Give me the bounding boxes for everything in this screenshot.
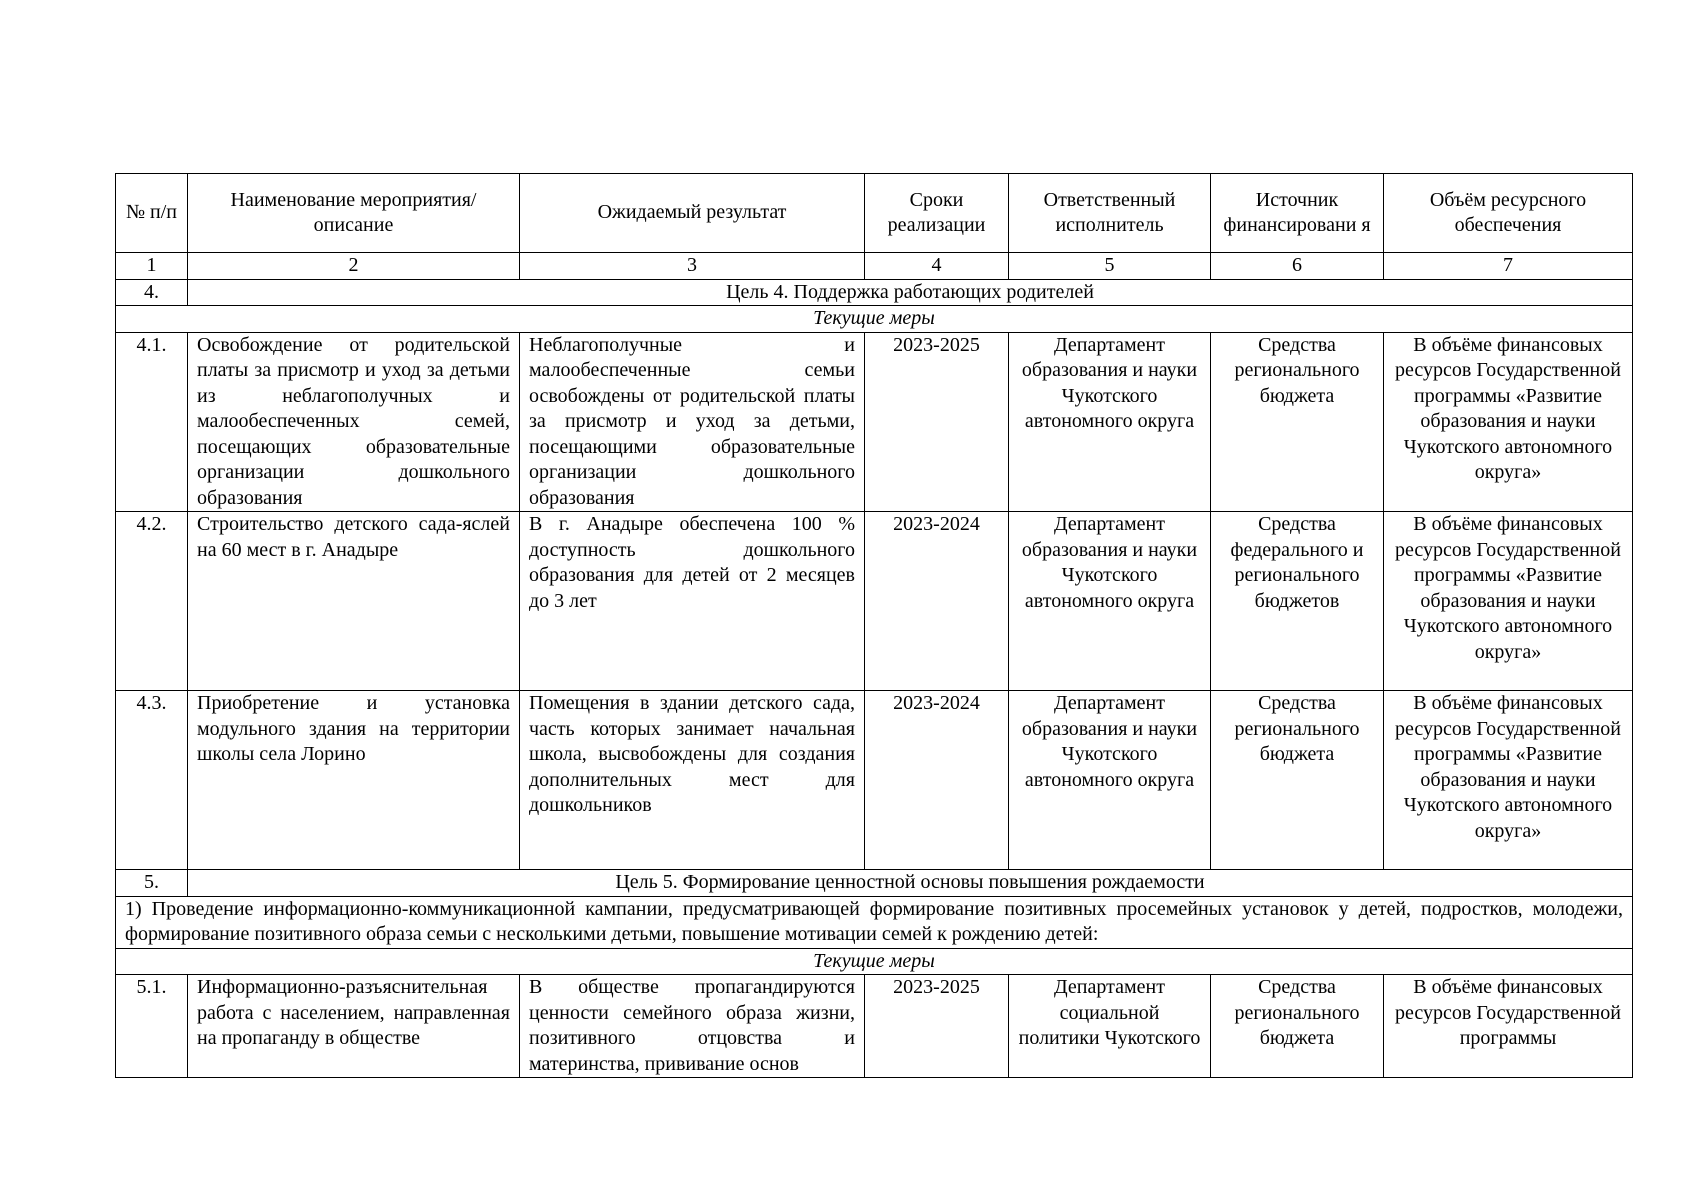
goal-number: 4. [116, 279, 188, 306]
row-executor: Департамент социальной политики Чукотского [1009, 975, 1211, 1078]
row-period: 2023-2024 [865, 691, 1009, 870]
header-num: № п/п [116, 174, 188, 253]
column-number: 5 [1009, 253, 1211, 280]
row-name: Освобождение от родительской платы за присмотр и уход за детьми из неблагополучных и малообеспеченных семей, посещающих образовательные организации дошкольного образования [188, 332, 520, 512]
row-volume: В объёме финансовых ресурсов Государственной программы «Развитие образования и науки Чукотского автономного округа» [1384, 691, 1633, 870]
goal-row [116, 870, 1633, 897]
column-number: 7 [1384, 253, 1633, 280]
goal-title: Цель 4. Поддержка работающих родителей [188, 279, 1633, 306]
row-number: 5.1. [116, 975, 188, 1078]
row-name: Информационно-разъяснительная работа с населением, направленная на пропаганду в обществе [188, 975, 520, 1078]
table-row [116, 332, 1633, 512]
row-executor: Департамент образования и науки Чукотского автономного округа [1009, 691, 1211, 870]
header-source: Источник финансировани я [1211, 174, 1384, 253]
measures-row [116, 306, 1633, 333]
table-row [116, 975, 1633, 1078]
note-row [116, 896, 1633, 948]
header-row [116, 174, 1633, 253]
column-number: 3 [520, 253, 865, 280]
column-numbers-row [116, 253, 1633, 280]
row-period: 2023-2025 [865, 975, 1009, 1078]
row-number: 4.1. [116, 332, 188, 512]
row-volume: В объёме финансовых ресурсов Государственной программы [1384, 975, 1633, 1078]
row-period: 2023-2025 [865, 332, 1009, 512]
row-number: 4.3. [116, 691, 188, 870]
row-source: Средства федерального и регионального бюджетов [1211, 512, 1384, 691]
column-number: 1 [116, 253, 188, 280]
measures-row [116, 948, 1633, 975]
row-source: Средства регионального бюджета [1211, 975, 1384, 1078]
row-source: Средства регионального бюджета [1211, 332, 1384, 512]
measures-table [115, 173, 1633, 1078]
row-name: Строительство детского сада-яслей на 60 мест в г. Анадыре [188, 512, 520, 691]
row-result: В г. Анадыре обеспечена 100 % доступность дошкольного образования для детей от 2 месяцев до 3 лет [520, 512, 865, 691]
goal-row [116, 279, 1633, 306]
header-volume: Объём ресурсного обеспечения [1384, 174, 1633, 253]
row-volume: В объёме финансовых ресурсов Государственной программы «Развитие образования и науки Чукотского автономного округа» [1384, 332, 1633, 512]
column-number: 2 [188, 253, 520, 280]
measures-label: Текущие меры [116, 306, 1633, 333]
row-executor: Департамент образования и науки Чукотского автономного округа [1009, 512, 1211, 691]
header-executor: Ответственный исполнитель [1009, 174, 1211, 253]
row-result: Помещения в здании детского сада, часть которых занимает начальная школа, высвобождены для создания дополнительных мест для дошкольников [520, 691, 865, 870]
goal-number: 5. [116, 870, 188, 897]
row-source: Средства регионального бюджета [1211, 691, 1384, 870]
row-period: 2023-2024 [865, 512, 1009, 691]
header-result: Ожидаемый результат [520, 174, 865, 253]
header-period: Сроки реализации [865, 174, 1009, 253]
row-number: 4.2. [116, 512, 188, 691]
column-number: 4 [865, 253, 1009, 280]
row-result: В обществе пропагандируются ценности семейного образа жизни, позитивного отцовства и материнства, прививание основ [520, 975, 865, 1078]
header-name: Наименование мероприятия/ описание [188, 174, 520, 253]
row-name: Приобретение и установка модульного здания на территории школы села Лорино [188, 691, 520, 870]
row-result: Неблагополучные и малообеспеченные семьи освобождены от родительской платы за присмотр и уход за детьми, посещающими образовательные организации дошкольного образования [520, 332, 865, 512]
goal-title: Цель 5. Формирование ценностной основы повышения рождаемости [188, 870, 1633, 897]
measures-label: Текущие меры [116, 948, 1633, 975]
row-executor: Департамент образования и науки Чукотского автономного округа [1009, 332, 1211, 512]
table-row [116, 691, 1633, 870]
column-number: 6 [1211, 253, 1384, 280]
table-row [116, 512, 1633, 691]
row-volume: В объёме финансовых ресурсов Государственной программы «Развитие образования и науки Чукотского автономного округа» [1384, 512, 1633, 691]
goal-note: 1) Проведение информационно-коммуникационной кампании, предусматривающей формирование позитивных просемейных установок у детей, подростков, молодежи, формирование позитивного образа семьи с несколькими детьми, повышение мотивации семей к рождению детей: [116, 896, 1633, 948]
